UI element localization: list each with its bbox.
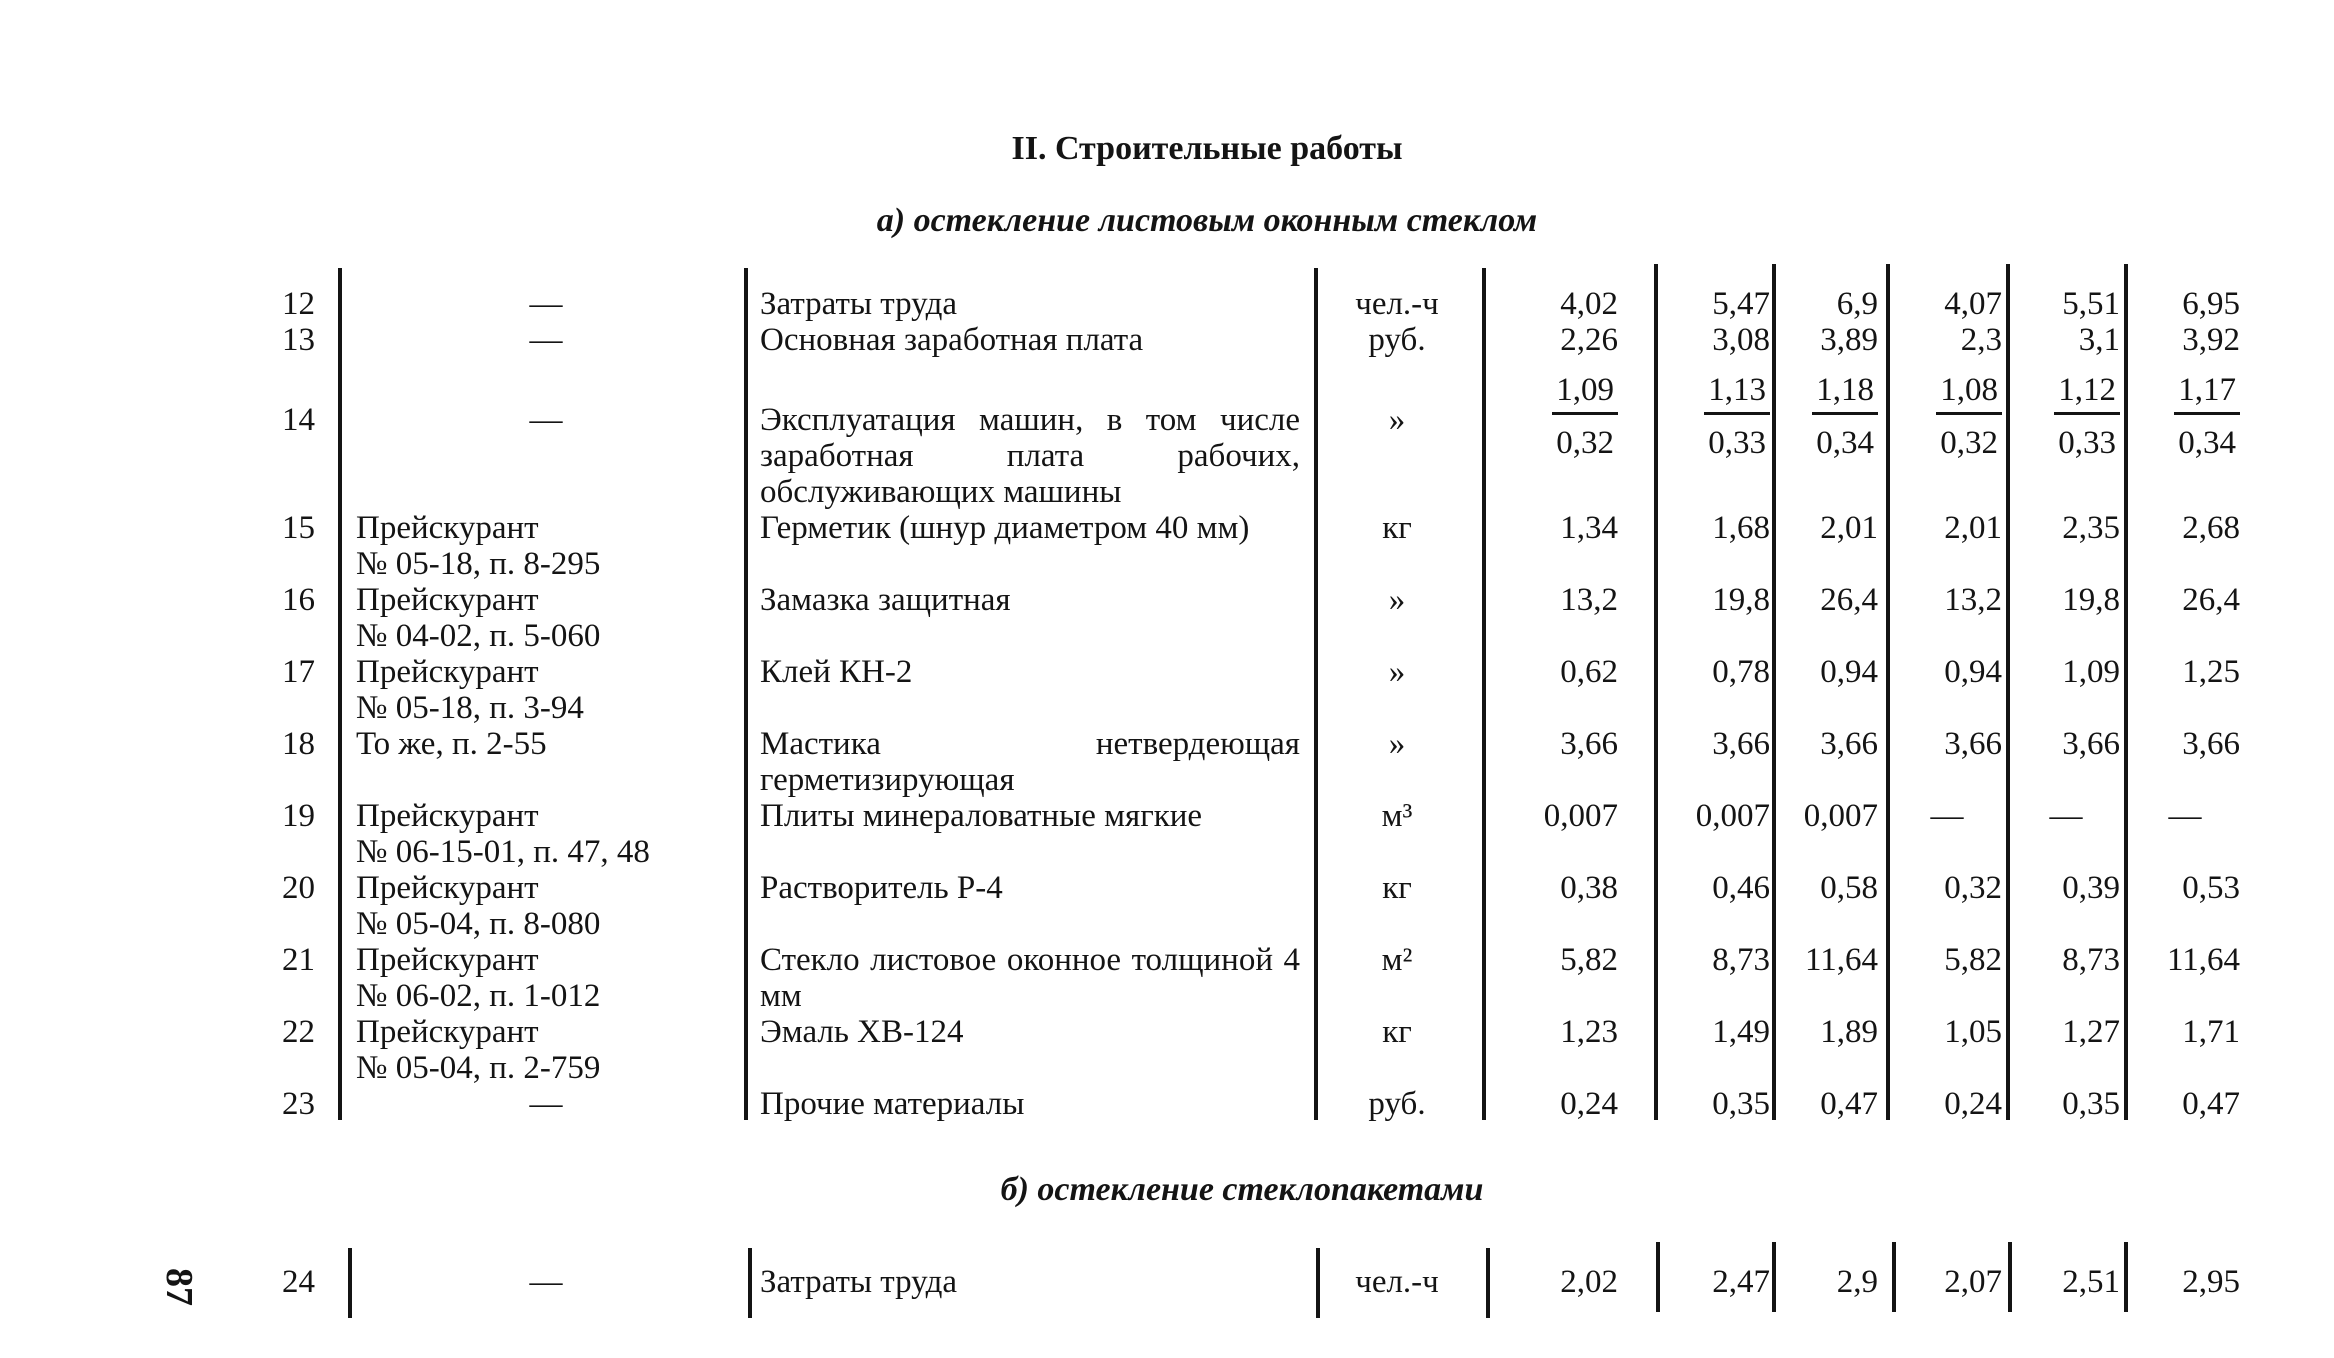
subsection-b-title: б) остекление стеклопакетами [1000,1171,1484,1208]
value-cell: 1,71 [2182,1014,2240,1050]
value-cell: 0,53 [2182,870,2240,906]
value-cell: 1,05 [1944,1014,2002,1050]
value-cell: 0,007 [1543,798,1618,834]
row-number: 14 [282,402,315,438]
unit: » [1388,402,1406,438]
value-cell: 2,26 [1560,322,1618,358]
price-reference [356,870,736,942]
value-cell: 2,47 [1712,1264,1770,1300]
value-cell: 0,47 [1820,1086,1878,1122]
value-cell: 6,9 [1836,286,1878,322]
unit: руб. [1368,1086,1426,1122]
row-number: 12 [282,286,315,322]
fraction-numerator: 1,13 [1704,372,1770,415]
row-number: 15 [282,510,315,546]
value-cell: 0,35 [2062,1086,2120,1122]
price-reference [356,942,736,1014]
row-number: 23 [282,1086,315,1122]
price-reference: — [529,1264,563,1300]
fraction-denominator: 0,32 [1556,425,1614,461]
value-fraction [1660,372,1770,461]
unit: кг [1382,510,1412,546]
rule-v0-v1 [1654,264,1658,1120]
value-cell: 11,64 [2166,942,2240,978]
price-reference: — [529,402,563,438]
unit: кг [1382,1014,1412,1050]
resource-name: Замазка защитная [760,582,1011,618]
fraction-denominator: 0,33 [1708,425,1766,461]
rule-v4-v5 [2124,264,2128,1120]
value-cell: 11,64 [1804,942,1878,978]
value-cell: 2,01 [1820,510,1878,546]
resource-name: Затраты труда [760,286,958,322]
value-cell: 26,4 [2182,582,2240,618]
value-cell: 0,46 [1712,870,1770,906]
rule-v3-v4 [2006,264,2010,1120]
resource-name: Растворитель Р-4 [760,870,1003,906]
value-fraction [2012,372,2120,461]
value-cell: 13,2 [1944,582,2002,618]
price-reference-line: № 05-04, п. 8-080 [356,906,601,942]
value-cell: 0,94 [1944,654,2002,690]
price-reference: — [529,1086,563,1122]
value-cell: 2,9 [1836,1264,1878,1300]
unit: руб. [1368,322,1426,358]
price-reference: — [529,322,563,358]
row-number: 24 [282,1264,315,1300]
fraction-numerator: 1,18 [1812,372,1878,415]
value-cell: 3,66 [2182,726,2240,762]
rule-v2-v3 [1886,264,1890,1120]
value-cell: 2,02 [1560,1264,1618,1300]
price-reference-line: Прейскурант [356,582,539,618]
resource-name: Прочие материалы [760,1086,1025,1122]
value-cell: 1,89 [1820,1014,1878,1050]
rule-ref-name [748,1248,752,1318]
fraction-numerator: 1,17 [2174,372,2240,415]
rule-v1-v2 [1772,1242,1776,1312]
price-reference [356,654,736,726]
unit: м³ [1381,798,1413,834]
unit: м² [1381,942,1413,978]
value-cell: 1,68 [1712,510,1770,546]
price-reference-line: № 05-04, п. 2-759 [356,1050,601,1086]
value-cell: 5,82 [1944,942,2002,978]
section-title: II. Строительные работы [1011,130,1403,167]
row-number: 16 [282,582,315,618]
value-cell: 2,3 [1960,322,2002,358]
row-number: 22 [282,1014,315,1050]
resource-name: Основная заработная плата [760,322,1144,358]
subsection-a-title: а) остекление листовым оконным стеклом [876,202,1538,239]
price-reference-line: № 04-02, п. 5-060 [356,618,601,654]
value-cell: 19,8 [1712,582,1770,618]
resource-name: Стекло листовое оконное толщиной 4 мм [760,942,1300,1014]
page-number: 87 [158,1268,200,1306]
row-number: 19 [282,798,315,834]
value-cell: 5,51 [2062,286,2120,322]
value-cell: 4,02 [1560,286,1618,322]
resource-name: Мастика нетвердеющая герметизирующая [760,726,1300,798]
row-number: 13 [282,322,315,358]
value-cell: 1,34 [1560,510,1618,546]
value-cell: 0,38 [1560,870,1618,906]
unit: » [1388,582,1406,618]
resource-name: Клей КН-2 [760,654,913,690]
price-reference-line: № 06-15-01, п. 47, 48 [356,834,650,870]
value-cell: 3,66 [1944,726,2002,762]
resource-name: Герметик (шнур диаметром 40 мм) [760,510,1250,546]
rule-num-ref [348,1248,352,1318]
resource-name: Эмаль ХВ-124 [760,1014,964,1050]
price-reference-line: № 05-18, п. 3-94 [356,690,584,726]
value-cell: 0,007 [1695,798,1770,834]
value-cell: 1,25 [2182,654,2240,690]
value-cell: 2,01 [1944,510,2002,546]
value-cell: 3,92 [2182,322,2240,358]
row-number: 20 [282,870,315,906]
value-cell: 2,51 [2062,1264,2120,1300]
value-cell: 0,24 [1944,1086,2002,1122]
price-reference: — [529,286,563,322]
value-cell: 8,73 [2062,942,2120,978]
fraction-numerator: 1,09 [1552,372,1618,415]
price-reference [356,510,736,582]
rule-unit-v0 [1482,268,1486,1120]
fraction-numerator: 1,12 [2054,372,2120,415]
value-cell: 1,09 [2062,654,2120,690]
fraction-denominator: 0,32 [1940,425,1998,461]
value-cell: 3,66 [1820,726,1878,762]
price-reference-line: № 05-18, п. 8-295 [356,546,601,582]
value-cell: 0,39 [2062,870,2120,906]
value-fraction [1778,372,1878,461]
price-reference [356,726,736,762]
value-cell: — [2049,798,2083,834]
value-cell: 2,95 [2182,1264,2240,1300]
value-cell: 2,07 [1944,1264,2002,1300]
rule-v4-v5 [2124,1242,2128,1312]
value-cell: 3,08 [1712,322,1770,358]
value-cell: 0,32 [1944,870,2002,906]
value-cell: 0,35 [1712,1086,1770,1122]
price-reference-line: Прейскурант [356,942,539,978]
value-cell: 4,07 [1944,286,2002,322]
price-reference-line: Прейскурант [356,798,539,834]
resource-name: Затраты труда [760,1264,958,1300]
price-reference-line: Прейскурант [356,1014,539,1050]
resource-name: Эксплуатация машин, в том числе заработная плата рабочих, обслуживающих машины [760,402,1300,510]
value-cell: 19,8 [2062,582,2120,618]
row-number: 17 [282,654,315,690]
price-reference-line: № 06-02, п. 1-012 [356,978,601,1014]
value-cell: 5,47 [1712,286,1770,322]
unit: » [1388,654,1406,690]
value-fraction [1892,372,2002,461]
fraction-numerator: 1,08 [1936,372,2002,415]
value-cell: — [1930,798,1964,834]
value-cell: 0,58 [1820,870,1878,906]
value-fraction [1488,372,1618,461]
value-cell: 26,4 [1820,582,1878,618]
value-cell: 0,007 [1803,798,1878,834]
unit: » [1388,726,1406,762]
price-reference [356,582,736,654]
value-cell: 3,66 [2062,726,2120,762]
unit: кг [1382,870,1412,906]
fraction-denominator: 0,33 [2058,425,2116,461]
value-cell: 3,66 [1560,726,1618,762]
row-number: 21 [282,942,315,978]
unit: чел.-ч [1355,1264,1439,1300]
value-cell: 3,89 [1820,322,1878,358]
price-reference [356,798,736,870]
value-cell: 6,95 [2182,286,2240,322]
price-reference-line: То же, п. 2-55 [356,726,547,762]
value-cell: — [2168,798,2202,834]
rule-num-ref [338,268,342,1120]
value-cell: 2,68 [2182,510,2240,546]
price-reference-line: Прейскурант [356,870,539,906]
value-cell: 0,62 [1560,654,1618,690]
value-cell: 3,66 [1712,726,1770,762]
value-cell: 8,73 [1712,942,1770,978]
fraction-denominator: 0,34 [1816,425,1874,461]
value-cell: 0,78 [1712,654,1770,690]
value-cell: 1,23 [1560,1014,1618,1050]
value-fraction [2130,372,2240,461]
rule-name-unit [1314,268,1318,1120]
resource-name: Плиты минераловатные мягкие [760,798,1203,834]
value-cell: 5,82 [1560,942,1618,978]
rule-name-unit [1316,1248,1320,1318]
rule-ref-name [744,268,748,1120]
rule-v1-v2 [1772,264,1776,1120]
value-cell: 1,49 [1712,1014,1770,1050]
fraction-denominator: 0,34 [2178,425,2236,461]
value-cell: 0,24 [1560,1086,1618,1122]
value-cell: 2,35 [2062,510,2120,546]
price-reference-line: Прейскурант [356,654,539,690]
value-cell: 0,47 [2182,1086,2240,1122]
value-cell: 13,2 [1560,582,1618,618]
value-cell: 0,94 [1820,654,1878,690]
value-cell: 1,27 [2062,1014,2120,1050]
value-cell: 3,1 [2078,322,2120,358]
price-reference-line: Прейскурант [356,510,539,546]
price-reference [356,1014,736,1086]
unit: чел.-ч [1355,286,1439,322]
row-number: 18 [282,726,315,762]
